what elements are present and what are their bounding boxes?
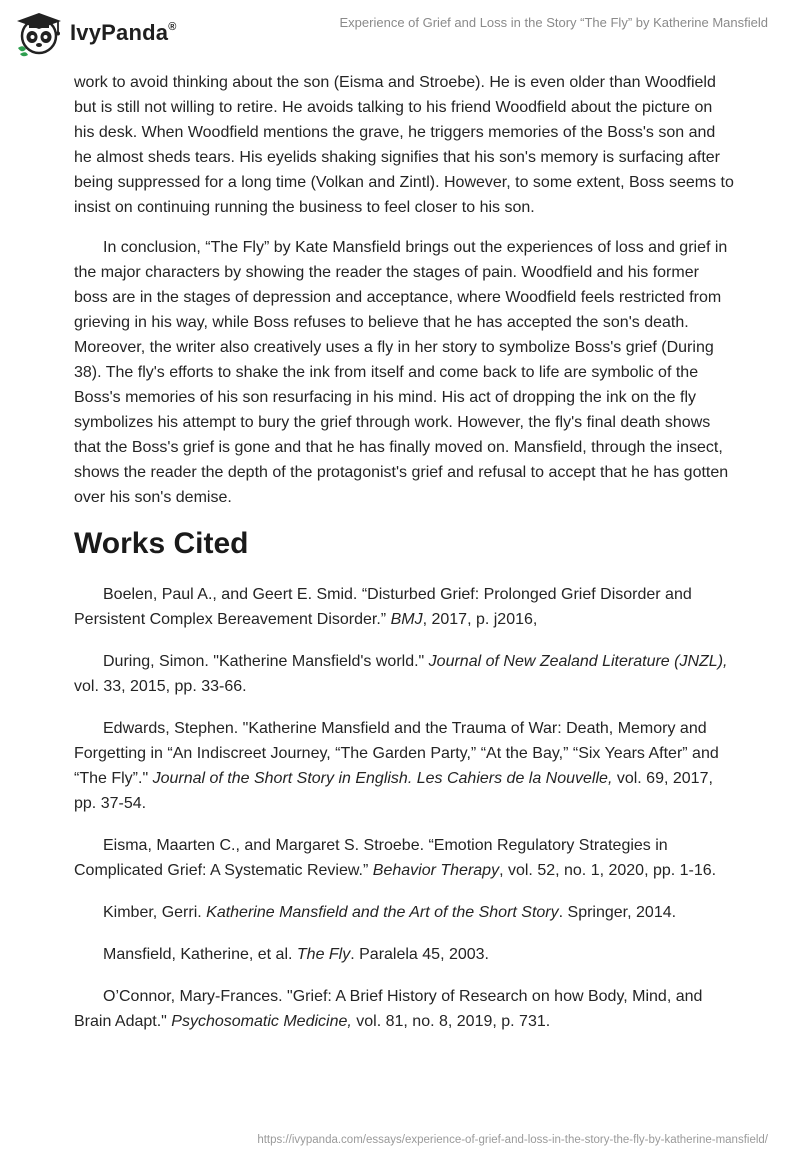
source-url[interactable]: https://ivypanda.com/essays/experience-of-grief-and-loss-in-the-story-the-fly-by-katherine-mansfield/: [257, 1134, 768, 1146]
citation-entry: During, Simon. "Katherine Mansfield's world." Journal of New Zealand Literature (JNZL), vol. 33, 2015, pp. 33-66.: [74, 653, 728, 695]
document-title: Experience of Grief and Loss in the Story “The Fly” by Katherine Mansfield: [339, 15, 768, 30]
works-cited-heading: Works Cited: [74, 527, 249, 560]
page-header: [0, 0, 800, 62]
citation-entry: Mansfield, Katherine, et al. The Fly. Paralela 45, 2003.: [103, 946, 489, 963]
brand-name: IvyPanda®: [70, 20, 177, 45]
citation-entry: O’Connor, Mary-Frances. "Grief: A Brief History of Research on how Body, Mind, and Brain Adapt." Psychosomatic Medicine, vol. 81, no. 8, 2019, p. 731.: [74, 988, 703, 1030]
citation-entry: Boelen, Paul A., and Geert E. Smid. “Disturbed Grief: Prolonged Grief Disorder and Persistent Complex Bereavement Disorder.” BMJ, 2017, p. j2016,: [74, 586, 692, 628]
citation-entry: Kimber, Gerri. Katherine Mansfield and the Art of the Short Story. Springer, 2014.: [103, 904, 677, 921]
body-paragraph: work to avoid thinking about the son (Eisma and Stroebe). He is even older than Woodfield but is still not willing to retire. He avoids talking to his friend Woodfield about the picture on his desk. When Woodfield mentions the grave, he triggers memories of the Boss's son and he almost sheds tears. His eyelids shaking signifies that his son's memory is surfacing after being suppressed for a long time (Volkan and Zintl). However, to some extent, Boss seems to insist on continuing running the business to feel closer to his son.: [74, 74, 734, 216]
citation-entry: Eisma, Maarten C., and Margaret S. Stroebe. “Emotion Regulatory Strategies in Complicated Grief: A Systematic Review.” Behavior Therapy, vol. 52, no. 1, 2020, pp. 1-16.: [74, 837, 717, 879]
citation-entry: Edwards, Stephen. "Katherine Mansfield and the Trauma of War: Death, Memory and Forgetting in “An Indiscreet Journey, “The Garden Party,” “At the Bay,” “Six Years After” and “The Fly”." Journal of the Short Story in English. Les Cahiers de la Nouvelle, vol. 69, 2017, pp. 37-54.: [74, 720, 719, 812]
ivypanda-logo[interactable]: [14, 8, 177, 58]
conclusion-paragraph: In conclusion, “The Fly” by Kate Mansfield brings out the experiences of loss and grief in the major characters by showing the reader the stages of pain. Woodfield and his former boss are in the stages of depression and acceptance, where Woodfield feels restricted from grieving in his way, while Boss refuses to believe that he has accepted the son's death. Moreover, the writer also creatively uses a fly in her story to symbolize Boss's grief (During 38). The fly's efforts to shake the ink from itself and come back to life are symbolic of the Boss's memories of his son resurfacing in his mind. His act of dropping the ink on the fly symbolizes his attempt to bury the grief through work. However, the fly's final death shows that the Boss's grief is gone and that he has finally moved on. Mansfield, through the insect, shows the reader the depth of the protagonist's grief and refusal to accept that he has gotten over his son's demise.: [74, 239, 729, 506]
panda-graduate-icon: [14, 8, 64, 58]
works-cited-list: [74, 582, 734, 1034]
essay-content: [74, 70, 734, 1051]
